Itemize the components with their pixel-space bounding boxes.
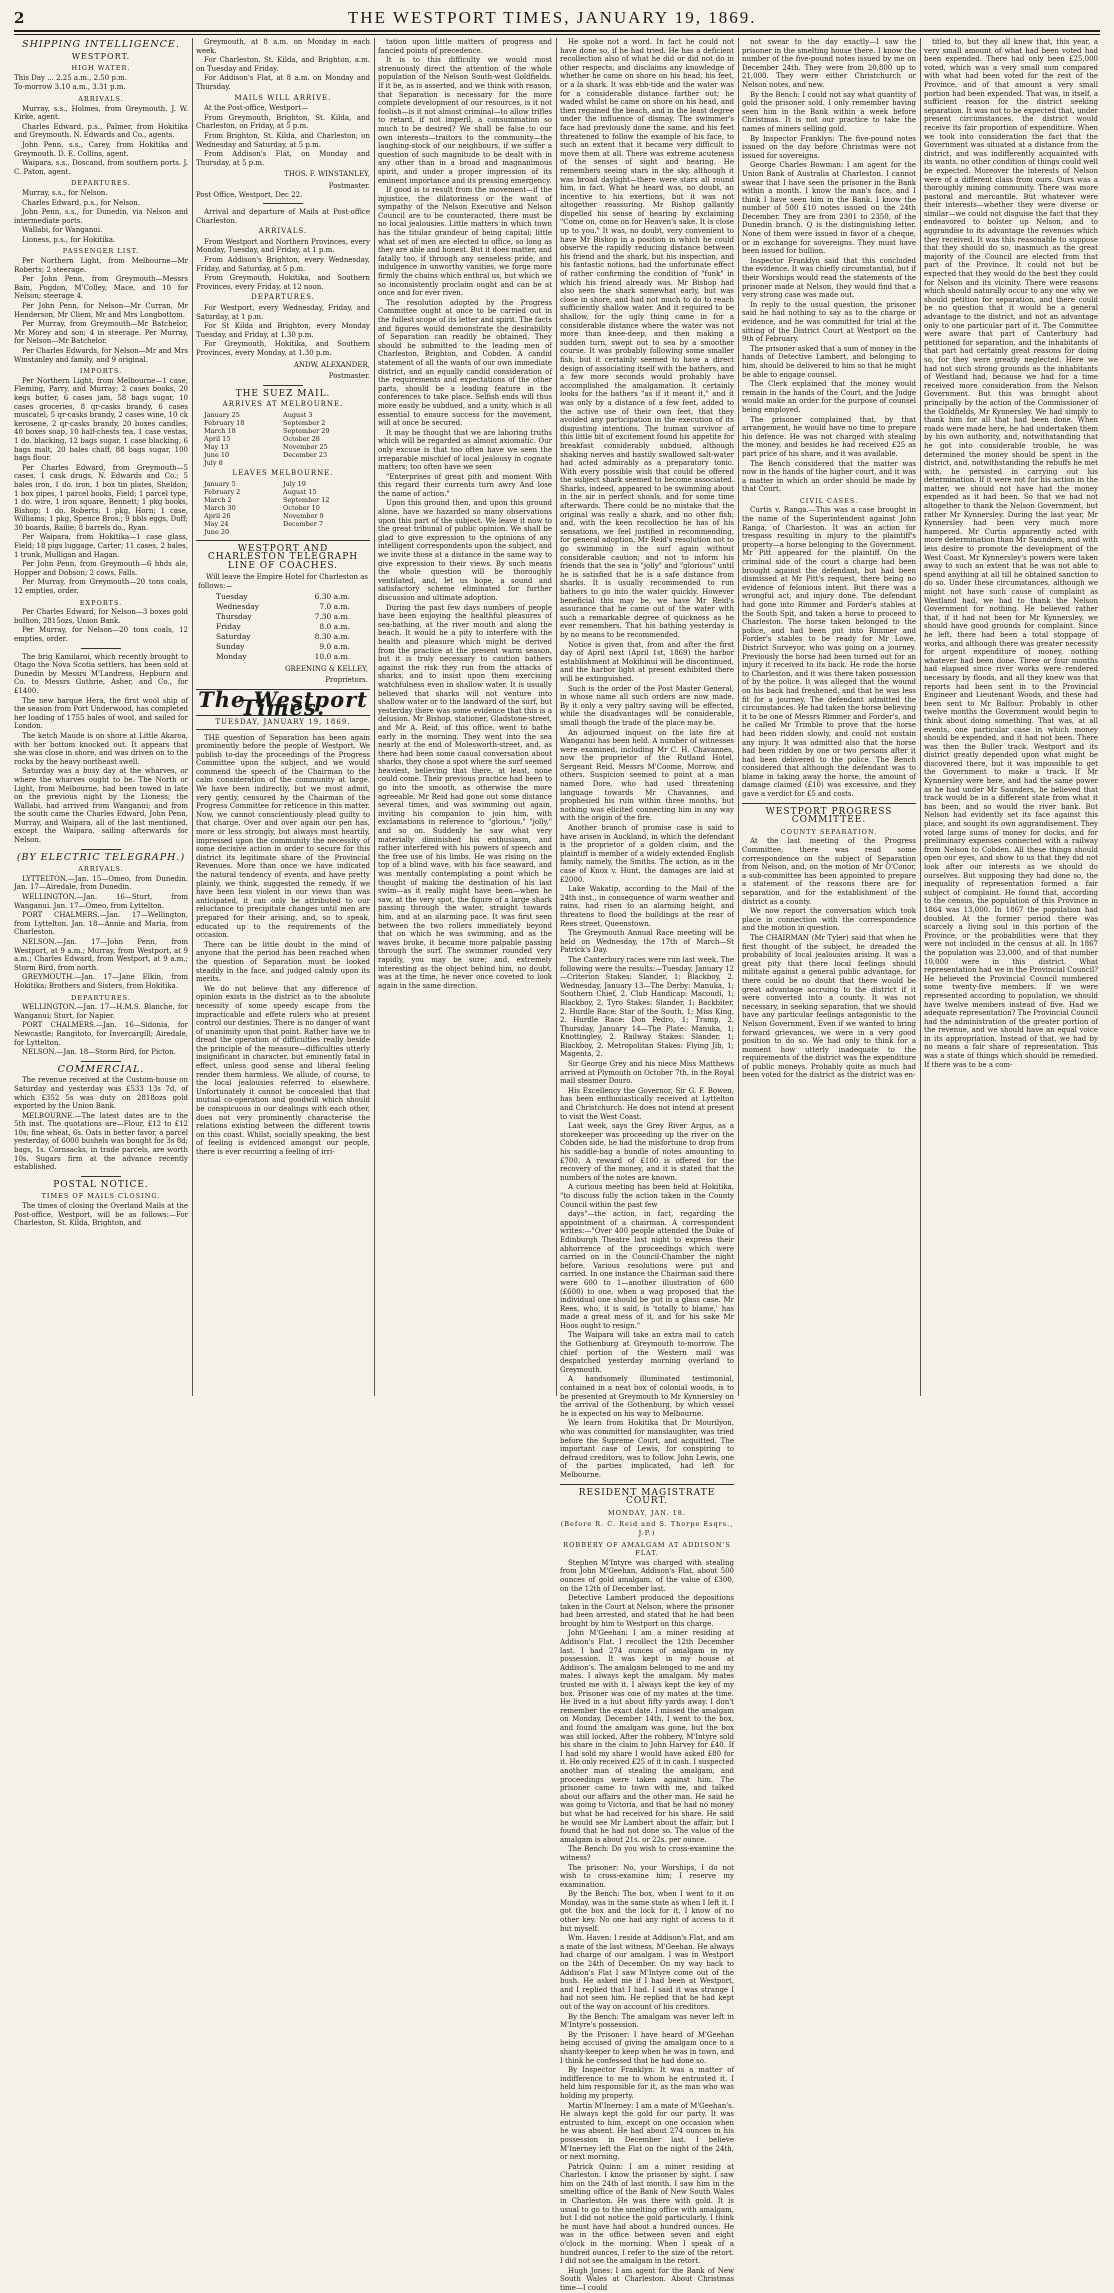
postmaster-2-name: ANDW. ALEXANDER, xyxy=(293,360,370,369)
timetable-day: Sunday xyxy=(216,641,245,651)
paragraph: Murray, s.s., Holmes, from Greymouth. J. W. Kirke, agent. xyxy=(14,104,188,122)
exports-heading: EXPORTS. xyxy=(79,598,123,607)
tel-arrivals-heading: ARRIVALS. xyxy=(78,865,124,874)
coach-timetable xyxy=(198,592,368,662)
paragraph: days"—the action, in fact, regarding the appointment of a chairman. A correspondent writes:—"Over 400 people attended the Duke of Edinburgh Theatre last night to express their abhorrence of the proceedings which were carried on in the Council-Chamber the night before. Various resolutions were put and carried. In one instance the Chairman said there were 600 to 1—another illustration of 600 (£600) to one, when a wag proposed that the individual one should be put in a glass case. Mr Rees, who, it is said, is 'totally to blame,' has made a great mess of it, and for his sake Mr Hoos ought to resign." xyxy=(560,1210,734,1330)
timetable-time: 7.0 a.m. xyxy=(319,601,350,611)
court-date: MONDAY, JAN. 18. xyxy=(608,1508,686,1517)
paragraph: During the past few days numbers of people have been enjoying the healthful pleasures of sea-bathing, at the river mouth and along the beach. It would be a pity to interfere with the health and pleasure which might be derived from the practice at the present warm season, but it is truly necessary to caution bathers against the risk they run from the attacks of sharks, and to insist upon them exercising watchfulness even in shallow water. It is usually believed that sharks will not venture into shallow water or to the landward of the surf, but yesterday there was some evidence that this is a delusion. Mr Bishop, stationer, Gladstone-street, and Mr A. Reid, of this office, went to bathe early in the morning. They went into the sea nearly at the end of Molesworth-street, and, as there had been some casual conversation about sharks, they chose a spot where the surf seemed heaviest, believing that there, at least, none could come. Their previous practice had been to go into the smooth, as otherwise the more agreeable. Mr Reid had gone out some distance several times, and was swimming out again, inviting his companion to join him, with exclamations in reference to "glorious," "jolly," and so on. Suddenly he saw what very materially diminished his enthusiasm, and rather interfered with his powers of speech and the free use of his limbs. He was rising on the top of a blind wave, with his face seaward, and was mentally contemplating a point which he thought of making the destination of his last swim—as it really might have been—when he saw, at the very spot, the figure of a large shark passing through the water, straight towards him, and at an alarming pace. It was first seen between the two rollers immediately beyond that on which he was swimming, and as the waves broke, it became more palpable passing through the surf. The swimmer rounded very rapidly, you may be sure; and, extremely interesting as the object behind him, no doubt, was at the time, he never once coveted to look again in the same direction. xyxy=(378,603,552,990)
divider xyxy=(560,1484,734,1485)
departures-heading: DEPARTURES. xyxy=(71,179,131,188)
paragraph: The prisoner complained that, by that arrangement, he would have no time to prepare his defence. He was not charged with stealing the money, and besides he had received £25 as part price of his share, and it was available. xyxy=(742,415,916,458)
paragraph: Last week, says the Grey River Argus, as a storekeeper was proceeding up the river on the Cobden side, he had the misfortune to drop from his saddle-bag a bundle of notes amounting to £700. A reward of £100 is offered for the recovery of the money, and it is stated that the numbers of the notes are known. xyxy=(560,1122,734,1182)
paragraph: The CHAIRMAN (Mr Tyler) said that when he first thought of the subject, he dreaded the probability of local jealousies arising. It was a great pity that there local feelings should militate against a general public advantage, for there could be no doubt that there would be great advantage accruing to the district if it were converted into a county. It was not necessary, in seeking separation, that we should have any particular feelings antagonistic to the Nelson Government. Even if we wanted to bring forward grievances, we were in a very good position to do so. We had only to think for a moment how utterly inadequate to the requirements of the district was the expenditure of public moneys. Probably quite as much had been voted for the district as the district was en- xyxy=(742,933,916,1080)
paragraph: It may be thought that we are laboring truths which will be regarded as almost axiomatic. Our only excuse is that too often have we seen the irreparable mischief of local jealousy in cognate matters; too often have we seen xyxy=(378,428,552,472)
tel-departures-heading: DEPARTURES. xyxy=(71,993,131,1002)
civil-text xyxy=(742,506,916,798)
divider xyxy=(81,1176,121,1177)
paragraph: The prisoner asked that a sum of money in the hands of Detective Lambert, and belonging to him, should be delivered to him so that he might be able to engage counsel. xyxy=(742,344,916,379)
paragraph: WELLINGTON.—Jan. 17—H.M.S. Blanche, for Wanganui; Sturt, for Napier. xyxy=(14,1003,188,1020)
page-columns xyxy=(14,38,1100,2292)
paragraph: MELBOURNE.—The latest dates are to the 5th inst. The quotations are—Flour, £12 to £12 10s; fine wheat, 6s. Oats in better favor, a parcel yesterday, of 6000 bushels was bought for 3s 8d; bags, 1s. Cornsacks, in trade parcels, are worth 10s. Sugars firm at the advance recently established. xyxy=(14,1111,188,1172)
timetable-time: 9.0 a.m. xyxy=(319,641,350,651)
mail-date: November 9 xyxy=(283,511,324,520)
timetable-row xyxy=(198,652,368,662)
paragraph: For Westport, every Wednesday, Friday, and Saturday, at 1 p.m. xyxy=(196,304,370,321)
mail-date: February 18 xyxy=(204,418,245,427)
masthead-rule xyxy=(14,34,1100,35)
divider xyxy=(263,203,303,204)
suez-heading: THE SUEZ MAIL. xyxy=(235,388,331,399)
suez-leaves-table xyxy=(196,480,370,536)
paragraph: This Day ... 2.25 a.m., 2.50 p.m. xyxy=(14,73,128,82)
court-text-cont xyxy=(742,38,916,494)
commercial-text xyxy=(14,1076,188,1172)
mail-date: November 25 xyxy=(283,442,328,451)
timetable-row xyxy=(198,612,368,622)
timetable-row xyxy=(198,632,368,642)
paragraph: Wm. Haven: I reside at Addison's Flat, and am a mate of the last witness, M'Geehan. He always had charge of our amalgam. I was in Westport on the 24th of December. On my way back to Addison's Flat I saw M'Intyre come out of the bush. He asked me if I had been at Westport, and I replied that I had. I said it was strange I had not seen him. He replied that he had kept out of the way on account of his creditors. xyxy=(560,1934,734,2011)
paragraph: From Addison's Brighton, every Wednesday, Friday, and Saturday, at 5 p.m. xyxy=(196,256,370,273)
mail-date: May 13 xyxy=(204,442,229,451)
timetable-row xyxy=(198,592,368,602)
paragraph: By the Bench: I could not say what quantity of gold the prisoner sold. I only remember having seen him in the Bank within a week before Christmas. It is not our practice to take the names of miners selling gold. xyxy=(742,90,916,133)
court-text xyxy=(560,1559,734,2293)
timetable-time: 8.0 a.m. xyxy=(319,621,350,631)
paragraph: Per John Penn, from Greymouth—6 hhds ale, Hopper and Dobson; 2 cows, Falls. xyxy=(14,560,188,577)
mail-date: September 2 xyxy=(283,418,326,427)
divider xyxy=(742,803,916,804)
imports-heading: IMPORTS. xyxy=(79,367,123,376)
mail-date: April 15 xyxy=(204,434,231,443)
paragraph: Per John Penn, from Greymouth—Messrs Bain, Pogdon, M'Colley, Mace, and 10 for Nelson; steerage 4. xyxy=(14,275,188,301)
paragraph: John Penn, s.s., for Dunedin, via Nelson and intermediate ports. xyxy=(14,208,188,225)
paragraph: From Brighton, St. Kilda, and Charleston, on Wednesday and Saturday, at 5 p.m. xyxy=(196,131,370,149)
passenger-heading: PASSENGER LIST. xyxy=(62,247,140,256)
tel-departures-list xyxy=(14,1003,188,1057)
paragraph: By Inspector Franklyn: The five-pound notes issued on the day before Christmas were not issued for sovereigns. xyxy=(742,134,916,160)
timetable-day: Wednesday xyxy=(216,601,259,611)
paragraph: A handsomely illuminated testimonial, contained in a neat box of colonial woods, is to be presented at Greymouth to Mr Kynnersley on the arrival of the Gothenburg, by which vessel he is expected on his way to Melbourne. xyxy=(560,1375,734,1418)
paragraph: PORT CHALMERS.—Jan. 17—Wellington, from Lyttelton. Jan. 18—Annie and Maria, from Charleston. xyxy=(14,911,188,937)
mail-date: July 19 xyxy=(283,479,306,488)
postmaster-1-title: Postmaster. xyxy=(328,181,370,190)
wpc-text xyxy=(742,837,916,1080)
arrivals-list xyxy=(14,105,188,177)
paragraph: Another branch of promise case is said to have arisen in Auckland, in which the defendant is the proprietor of a golden claim, and the plaintiff is member of a widely extended English family, namely, the Smiths. The action, as in the case of Knox v. Hunt, the damages are laid at £2000. xyxy=(560,824,734,884)
timetable-time: 10.0 a.m. xyxy=(314,651,350,661)
paragraph: Murray, s.s., for Nelson. xyxy=(22,188,108,197)
paragraph: The new barque Hera, the first wool ship of the season from Port Underwood, has completed her loading of 1755 bales of wool, and sailed for London. xyxy=(14,696,188,731)
imports-list xyxy=(14,377,188,596)
paragraph: Per Waipara, from Hokitika—1 case glass, Field; 18 pigs luggage, Carter; 11 cases, 2 bales, 1 trunk, Mulligan and Hagan. xyxy=(14,533,188,559)
paragraph: John Penn, s.s., Carey, from Hokitika and Greymouth. D. E. Collins, agent. xyxy=(14,140,188,158)
paragraph: Charles Edward, p.s., Palmer, from Hokitika and Greymouth. N. Edwards and Co., agents. xyxy=(14,122,188,140)
paragraph: From Westport and Northern Provinces, every Monday, Tuesday, and Friday, at 1 p.m. xyxy=(196,237,370,255)
tel-arrivals-list xyxy=(14,875,188,991)
paragraph: By the Prisoner: I have heard of M'Geehan being accused of giving the amalgam once to a shanty-keeper to keep when he was in town, and I think he confessed that he had done so. xyxy=(560,2030,734,2065)
paragraph: Saturday was a busy day at the wharves, or where the wharves ought to be. The North or Light, from Melbourne, had been towed in late on the previous night by the Lioness; the Wallabi, had arrived from Wanganui; and from the south came the Charles Edward, John Penn, Murray, and Waipara, all of the last mentioned, except the Waipara, sailing afterwards for Nelson. xyxy=(14,767,188,845)
exports-list xyxy=(14,608,188,643)
mail-date: December 7 xyxy=(283,519,324,528)
masthead xyxy=(14,6,1100,32)
coach-advert xyxy=(196,540,370,690)
timetable-day: Thursday xyxy=(216,611,252,621)
mail-date: February 2 xyxy=(204,487,241,496)
timetable-day: Monday xyxy=(216,651,247,661)
editorial-dateline: TUESDAY, JANUARY 19, 1869. xyxy=(196,715,370,730)
paragraph: An adjourned inquest on the late fire at Wanganui has been held. A number of witnesses were examined, including Mr C. H. Chavannes, now the proprietor of the Rutland Hotel, Sergeant Reid, Messrs M'Coome, Morrow, and others. Suspicion seemed to point at a man named Dore, who had used threatening language towards Mr Chavannes, and prophesied his ruin within three months, but nothing was elicited connecting him in any way with the origin of the fire. xyxy=(560,728,734,823)
mail-date: June 20 xyxy=(204,527,230,536)
paragraph: It is to this difficulty we would most strenuously direct the attention of the whole population of the Nelson South-west Goldfields. If it be, as is asserted, and we think with reason, that Separation is necessary for the more complete development of our resources, is it not foolish—is it not almost criminal—to allow trifles to retard, if not imperil, a consummation so much to be desired? We shall be false to our own interests—traitors to the community—the laughing-stock of our neighbours, if we suffer a question of such magnitude to be dealt with in any other than in a broad and magnanimous spirit, and under a proper impression of its eminent importance and its pressing emergency. xyxy=(378,56,552,185)
mail-date: October 28 xyxy=(283,434,320,443)
paragraph: From Greymouth, Hokitika, and Southern Provinces, every Friday, at 12 noon. xyxy=(196,274,370,291)
paragraph: Curtis v. Ranga.—This was a case brought in the name of the Superintendent against John Ranga, of Charleston. It was an action for trespass resulting in injury to the plaintiff's property—a horse belonging to the Government. Mr Pitt appeared for the plaintiff. On the criminal side of the court a charge had been brought against the defendant, but had been dismissed at Mr Pitt's request, there being no evidence of felonious intent. But there was a wrongful act, and injury done. The defendant had gone into Rimmer and Forder's stables at the South Spit, and taken a horse to proceed to Charleston. The horse taken belonged to the police, and had been put into Rimmer and Forder's stables to be ready for Mr Lowe, District Surveyor, who was going on a journey. Previously the horse had been turned out for an injury it received to its back. He rode the horse to Charleston, and it was there taken possession of by the police. It was alleged that the wound on his back had freshened, and that he was less fit for a journey. The defendant admitted the circumstances. He had taken the horse believing it to be one of Messrs Rimmer and Forder's, and he called Mr Trimble to prove that the horse had been ridden slowly, and could not sustain any injury. It was admitted also that the horse had been ridden by one or two persons after it had been delivered to the police. The Bench considered that although the defendant was to blame in taking away the horse, the amount of damage claimed (£10) was excessive, and they gave a verdict for £5 and costs. xyxy=(742,506,916,799)
paragraph: We do not believe that any difference of opinion exists in the district as to the absolute necessity of some speedy escape from the impracticable and effete rulers who at present control our destinies. There is no danger of want of unanimity upon that point. Rather have we to dread the operation of difficulties really beside the principle of the measure—difficulties utterly insignificant in character, but eminently fatal in effect, unless good sense and liberal feeling render them harmless. We allude, of course, to the local jealousies referred to elsewhere. Unfortunately it cannot be concealed that that mutual co-operation and goodwill which should be conspicuous in our dealings with each other, does not very prominently characterise the relations existing between the different towns on this coast. Whilst, socially speaking, the best of feeling is evidenced amongst our people, there is ever recurring a feeling of irri- xyxy=(196,984,370,1156)
page-number: 2 xyxy=(14,9,25,27)
paragraph: tation upon little matters of progress and fancied points of precedence. xyxy=(378,38,552,55)
mail-times-cont xyxy=(196,38,370,92)
paragraph: Per Murray, from Greymouth—20 tons coals, 12 empties, order. xyxy=(14,578,188,596)
column-2 xyxy=(196,38,370,1396)
coach-heading: WESTPORT AND CHARLESTON TELEGRAPH LINE OF COACHES. xyxy=(207,543,359,571)
column-5 xyxy=(742,38,916,1396)
court-case-heading: ROBBERY OF AMALGAM AT ADDISON'S FLAT. xyxy=(563,1540,731,1558)
mails-arrive-list xyxy=(196,104,370,167)
paragraph: Greymouth, at 8 a.m. on Monday in each week. xyxy=(196,38,370,55)
wpc-sub-heading: COUNTY SEPARATION. xyxy=(780,827,878,836)
postal-heading: POSTAL NOTICE. xyxy=(53,1179,149,1190)
charleston-dep-heading: DEPARTURES. xyxy=(251,293,315,302)
mail-date: March 30 xyxy=(204,503,236,512)
high-water-heading: HIGH WATER. xyxy=(71,64,131,73)
paragraph: By the Bench: The amalgam was never left in M'Intyre's possession. xyxy=(560,2012,734,2030)
paragraph: Patrick Quinn: I am a miner residing at Charleston. I know the prisoner by sight. I saw him on the 24th of last month. I saw him in the smelting office of the Bank of New South Wales in Charleston. He was there with gold. It is usual to go to the smelting office with amalgam, but I did not notice the gold particularly. I think he must have had about a hundred ounces. He was in the office between seven and eight o'clock in the morning. When I speak of a hundred ounces, I refer to the size of the retort. I did not see the amalgam in the retort. xyxy=(560,2162,734,2266)
paragraph: The prisoner: No, your Worships, I do not wish to cross-examine him; I reserve my examination. xyxy=(560,1863,734,1889)
paragraph: Inspector Franklyn said that this concluded the evidence. It was chiefly circumstantial, but if their Worships would read the statements of the prisoner made at Nelson, they would find that a very strong case was made out. xyxy=(742,256,916,300)
arrivals-heading: ARRIVALS. xyxy=(78,94,124,103)
timetable-row xyxy=(198,602,368,612)
paragraph: The Bench considered that the matter was now in the hands of the higher court, and it was a matter in which an order should be made by that Court. xyxy=(742,459,916,494)
mail-date: January 25 xyxy=(204,410,240,419)
suez-arrives-heading: ARRIVES AT MELBOURNE. xyxy=(222,400,344,409)
divider xyxy=(81,1061,121,1062)
paragraph: Per Charles Edward, from Greymouth—5 cases, 1 cask drugs, N. Edwards and Co.; 5 bales iron, 1 do. iron, 1 box tin plates, Sheldon; 1 box pipes, 1 parcel books, Field; 1 parcel type, 1 do. wire, 1 iron square, Bennett; 1 pkg books, Bishop; 1 do. Roberts; 1 pkg, Horn; 1 case, Williams; 1 pkg, Spence Bros.; 9 bbls eggs, Duff; 30 boards, Bailie; 8 barrels do., Ryan. xyxy=(14,463,188,532)
editorial-cont xyxy=(378,38,552,990)
charleston-dep xyxy=(196,304,370,358)
suez-arrives-table xyxy=(196,411,370,467)
divider xyxy=(81,648,121,649)
paragraph: John M'Geehan: I am a miner residing at Addison's Flat. I recollect the 12th December last. I had 274 ounces of amalgam in my possession. It was kept in my house at Addison's. The amalgam belonged to me and my mates. I always kept the amalgam. My mates trusted me with it. I always kept the key of my box. Prisoner was one of my mates at the time. He lived in a hut about fifty yards away. I don't remember the exact date. I missed the amalgam on Monday, December 14th. I went to the box, and found the amalgam was gone, but the box was still locked. After the robbery, M'Intyre sold his share in the claim to John Harvey for £40. If I had sold my share I would have asked £80 for it. He only received £25 of it in cash. I suspected another man of stealing the amalgam, and proceedings were taken against him. The prisoner came to town with me, and talked about our affairs and the other man. He said he was going to Victoria, and that he had no money but what he had received for his share. He said he would see Mr Lambert about the affair, but I found that he had not done so. The value of the amalgam is about 21s. or 22s. per ounce. xyxy=(560,1629,734,1844)
divider xyxy=(81,849,121,850)
column-rule xyxy=(738,38,739,1396)
court-heading: RESIDENT MAGISTRATE COURT. xyxy=(578,1487,716,1507)
paragraph: For Greymouth, Hokitika, and Southern Provinces, every Monday, at 1.30 p.m. xyxy=(196,340,370,357)
mail-date: March 2 xyxy=(204,495,232,504)
column-rule xyxy=(920,38,921,1396)
paragraph: Detective Lambert produced the depositions taken in the Court at Nelson, where the prisoner had been arrested, and stated that he had been brought by him to Westport on this charge. xyxy=(560,1594,734,1628)
paragraph: The Greymouth Annual Race meeting will be held on Wednesday, the 17th of March—St Patrick's Day. xyxy=(560,929,734,955)
paragraph: Wallabi, for Wanganui. xyxy=(22,226,103,235)
column-4 xyxy=(560,38,734,2292)
paragraph: The resolution adopted by the Progress Committee ought at once to be carried out in the fullest scope of its letter and spirit. The facts and figures would demonstrate the desirability of Separation can readily be obtained. They should be submitted to the leading men of Charleston, Brighton, and Cobden. A candid statement of all the wants of our own immediate district, and an equally candid consideration of the requirements and expectations of the other parts, should be a leading feature in the conferences to take place. Selfish ends will thus more easily be subdued, and a unity, which is all essential to ensure success for the movement, will at once be secured. xyxy=(378,298,552,428)
mail-date: December 23 xyxy=(283,450,328,459)
paragraph: For Addison's Flat, at 8 a.m. on Monday and Thursday. xyxy=(196,74,370,91)
paragraph: In reply to the usual question, the prisoner said he had nothing to say as to the charge or evidence, and he was committed for trial at the sitting of the District Court at Westport on the 9th of February. xyxy=(742,300,916,344)
paragraph: The ketch Maude is on shore at Little Akaroa, with her bottom knocked out. It appears that she was close in shore, and was driven on to the rocks by the heavy northeast swell. xyxy=(14,731,188,766)
paragraph: NELSON.—Jan. 18—Storm Bird, for Picton. xyxy=(22,1048,176,1057)
postmaster-2-title: Postmaster. xyxy=(328,372,370,381)
mail-date: January 5 xyxy=(204,479,236,488)
port-heading: WESTPORT. xyxy=(71,51,131,61)
paragraph: Per Charles Edward, for Nelson—3 boxes gold bullion, 2815ozs, Union Bank. xyxy=(14,608,188,625)
paragraph: Waipara, s.s., Doscand, from southern ports. J. C. Paton, agent. xyxy=(14,159,188,176)
paragraph: WELLINGTON.—Jan. 16—Sturt, from Wanganui. Jan. 17—Omeo, from Lyttelton. xyxy=(14,893,188,910)
mail-date: May 24 xyxy=(204,519,229,528)
mail-date xyxy=(283,528,362,536)
paragraph: The Bench: Do you wish to cross-examine the witness? xyxy=(560,1845,734,1862)
wpc-text-cont xyxy=(924,38,1098,1069)
paragraph: By Inspector Franklyn: It was a matter of indifference to me to whom he entrusted it. I held him responsible for it, as the man who was holding my property. xyxy=(560,2066,734,2100)
timetable-time: 6.30 a.m. xyxy=(314,591,350,601)
paragraph: From Addison's Flat, on Monday and Thursday, at 5 p.m. xyxy=(196,150,370,167)
column-6 xyxy=(924,38,1098,1396)
paragraph: Hugh Jones: I am agent for the Bank of New South Wales at Charleston. About Christmas time—I could xyxy=(560,2266,734,2292)
paragraph: Lake Wakatip, according to the Mail of the 24th inst., in consequence of warm weather and rains, had risen to an alarming height, and threatens to flood the buildings at the rear of Rees street, Queenstown. xyxy=(560,885,734,928)
paragraph: Notice is given that, from and after the first day of April next (April 1st, 1869) the harbor establishment at Mokihinui will be discontinued, and the harbor light at present exhibited there will be extinguished. xyxy=(560,640,734,683)
mail-date: August 3 xyxy=(283,410,313,419)
paragraph: From Greymouth, Brighton, St. Kilda, and Charleston, on Friday, at 5 p.m. xyxy=(196,113,370,131)
charleston-arrivals-heading: ARRIVALS. xyxy=(258,227,308,236)
paragraph: Per Northern Light, from Melbourne—Mr Roberts; 2 steerage. xyxy=(14,257,188,274)
editorial-text xyxy=(196,734,370,1157)
postmaster-1-name: THOS. F. WINSTANLEY, xyxy=(284,170,370,179)
court-bench: (Before R. C. Reid and S. Thorpe Esqrs., J.P.) xyxy=(560,1520,734,1537)
paragraph: LYTTELTON.—Jan. 15—Omeo, from Dunedin. Jan. 17—Airedale, from Dunedin. xyxy=(14,874,188,892)
mail-date: April 26 xyxy=(204,511,231,520)
departures-list xyxy=(14,189,188,245)
news-items xyxy=(560,38,734,1209)
charleston-arrivals xyxy=(196,238,370,292)
paragraph: For St Kilda and Brighton, every Monday Tuesday, and Friday, at 1.30 p.m. xyxy=(196,322,370,339)
paragraph: not swear to the day exactly—I saw the prisoner in the smelting house there. I know the number of the five-pound notes issued by me on December 24th. They were from 20,800 up to 21,000. They were either Christchurch or Nelson notes, and new. xyxy=(742,38,916,89)
paragraph: Stephen M'Intyre was charged with stealing from John M'Geehan, Addison's Flat, about 500 ounces of gold amalgam, of the value of £300, on the 12th of December last. xyxy=(560,1558,734,1593)
mail-date: July 8 xyxy=(204,458,223,467)
column-3 xyxy=(378,38,552,1396)
paragraph: We learn from Hokitika that Dr Mourilyon, who was committed for manslaughter, was tried before the Supreme Court, and acquitted. The important case of Lewis, for conspiring to defraud creditors, was to follow. John Lewis, one of the parties implicated, had left for Melbourne. xyxy=(560,1419,734,1479)
paragraph: Per Murray, for Nelson—20 tons coals, 12 empties, order. xyxy=(14,626,188,643)
timetable-time: 7.30 a.m. xyxy=(314,611,350,621)
mail-date: August 15 xyxy=(283,487,317,496)
paragraph: Martin M'Inerney: I am a mate of M'Geehan's. He always kept the gold for our party. It was entrusted to him, except on one occasion when he was absent. He had about 274 ounces in his possession in December last. I believe M'Inerney left the Flat on the night of the 24th, or next morning. xyxy=(560,2101,734,2162)
arrival-dep-note: Arrival and departure of Mails at Post-office Charleston. xyxy=(196,208,370,225)
commercial-heading: COMMERCIAL. xyxy=(57,1063,145,1075)
mail-date: September 29 xyxy=(283,426,330,435)
column-rule xyxy=(192,38,193,1396)
postal-text: The times of closing the Overland Mails at the Post-office, Westport, will be as follows:—For Charleston, St. Kilda, Brighton, and xyxy=(14,1202,188,1228)
paragraph: There can be little doubt in the mind of anyone that the period has been reached when the question of Separation must be looked steadily in the face, and judged calmly upon its merits. xyxy=(196,940,370,984)
paragraph: The Waipara will take an extra mail to catch the Gothenburg at Greymouth to-morrow. The chief portion of the Western mail was despatched yesterday morning overland to Greymouth. xyxy=(560,1331,734,1374)
passenger-list xyxy=(14,257,188,364)
suez-leaves-heading: LEAVES MELBOURNE. xyxy=(232,468,334,477)
coach-proprietors: GREENING & KELLEY, xyxy=(284,664,368,673)
mail-date: June 10 xyxy=(204,450,230,459)
paragraph: The revenue received at the Custom-house on Saturday and yesterday was £533 13s 7d, of which £352 5s was duty on 2818ozs gold exported by the Union Bank. xyxy=(14,1076,188,1111)
coach-proprietors-title: Proprietors. xyxy=(325,676,368,685)
paragraph: At the last meeting of the Progress Committee, there was read some correspondence on the subject of Separation from Nelson, and, on the motion of Mr O'Conor, a sub-committee has been appointed to prepare a statement of the reasons there are for separation, and for the establishment of the district as a county. xyxy=(742,837,916,906)
timetable-row xyxy=(198,642,368,652)
paragraph: Per Northern Light, from Melbourne—1 case, Fleming, Parry, and Murray; 2 cases books, 20 kegs butter, 6 cases jam, 58 bags sugar, 10 cases groceries, 8 qr-casks brandy, 6 cases muscatel, 5 qr-casks brandy, 2 cases wine, 10 ck kerosene, 2 qr-casks brandy, 20 boxes candles, 40 boxes soap, 10 half-chests tea, 1 case vestas, 1 do. blacking, 12 bags sugar, 1 case blacking, 6 bags malt, 20 bales chaff, 88 bags sugar, 100 bags flour. xyxy=(14,376,188,463)
mail-date: September 12 xyxy=(283,495,330,504)
news-items-2 xyxy=(560,1210,734,1479)
postal-sub-heading: TIMES OF MAILS CLOSING. xyxy=(41,1192,161,1201)
paragraph: Such is the order of the Post Master General, in whose name all such orders are now made. By it only a very paltry saving will be effected, while the disadvantages will be considerable, small though the trade of the place may be. xyxy=(560,684,734,727)
timetable-day: Friday xyxy=(216,621,241,631)
paragraph: He spoke not a word. In fact he could not have done so, if he had tried. He has a deficient recollection also of what he did or did not do in other respects, and disclaims any knowledge of whether he came on shore on his head, his feet, or a la shark. It was ebb-tide and the water was for a considerable distance farther out; he waded whilst he came on shore on his head, and then regained the beach, and in the least degree under the influence of dismay. The swimmer's face had previously done the same, and his feet threatened to follow the example of his face, to such an extent that it became very difficult to move them at all. There was extreme acuteness of the senses of sight and hearing. He remembers seeing stars in the sky, although it was broad daylight—there were stars all round him, in fact. What he heard was, no doubt, an incentive to his exertions, but it was not altogether reassuring. Mr Bishop gallantly dispelled his sense of hearing by exclaiming "Come on, come on for Heaven's sake. It is close up to you." It was, no doubt, very convenient to have Mr Bishop in a position in which he could observe the rapidly reducing distance between his friend and the shark, but his inspection, and his fantastic notions, had the unfortunate effect of rather confirming the condition of "funk" in which his friend already was. Mr Bishop had also seen the shark somewhat early, but was close in shore, and had not much to do to reach sufficiently shallow water. And it required to be shallow, for the ugly thing came in for a considerable distance where the water was not more than knee-deep, and then making a sudden turn, swept out to sea by a smoother course. It was probably following some smaller fish, but it certainly seemed to have a direct design of associating itself with the bathers, and a few more seconds would probably have accomplished the amalgamation. It certainly looks for the bathers "as if it meant it," and it was only by a distance of a few feet, added to the active use of their own feet, that they avoided any participation in the execution of its disgusting intentions. The human survivor of this little bit of excitement found his appetite for breakfast considerably subdued, although shaking nerves and hastily swallowed salt-water had acted admirably as a preparatory tonic. With every possible wish that could be offered the subject shark seemed to become associated. Sharks, indeed, appeared to be swimming about in the air in perfect shoals, and for some time afterwards. There could be no mistake that the original was really a shark, and no other fish; and, with the keen recollection he has of his sensations, we feel justified in recommending, for general adoption, Mr Reid's resolution not to go swimming in the surf again without considerable caution; and not to inform his friends that the sea is "jolly" and "glorious" until he is satisfied that he is a safe distance from sharks. It is usually recommended to run bathers to go into the water quickly. However beneficial this may be, we have Mr Reid's assurance that he came out of the water with such a remarkable degree of quickness as he ever remembers. That his bathing yesterday is by no means to be recommended. xyxy=(560,38,734,639)
shipping-heading: SHIPPING INTELLIGENCE. xyxy=(22,39,180,50)
column-1 xyxy=(14,38,188,1396)
paragraph: We now report the conversation which took place in connection with the correspondence and the motion in question. xyxy=(742,907,916,933)
column-rule xyxy=(556,38,557,1396)
mails-arrive-heading: MAILS WILL ARRIVE. xyxy=(234,93,332,102)
divider xyxy=(263,385,303,386)
paragraph: Upon this ground then, and upon this ground alone, have we hazarded so many observations upon this part of the subject. We leave it now to the great tribunal of public opinion. We shall be glad to give expression to the opinions of any intelligent correspondents upon the subject, and we invite those at a distance in the same way to give expression to their views. By such means the whole question will be thoroughly ventilated, and, let us hope, a sound and satisfactory scheme eliminated for further discussion and ultimate adoption. xyxy=(378,499,552,602)
shipping-notes xyxy=(14,653,188,845)
high-water-list xyxy=(14,74,188,92)
paragraph: GREYMOUTH.—Jan. 17—Jane Elkin, from Hokitika; Brothers and Sisters, from Hokitika. xyxy=(14,973,188,990)
paragraph: Lioness, p.s., for Hokitika. xyxy=(22,235,116,244)
paragraph: Per Murray, from Greymouth—Mr Batchelor, Mr Morey and son; 4 in steerage. Per Murray, for Nelson—Mr Batchelor. xyxy=(14,320,188,346)
paragraph: A curious meeting has been held at Hokitika, "to discuss fully the action taken in the County Council within the past few xyxy=(560,1183,734,1209)
paragraph: Per John Penn, for Nelson—Mr Curran, Mr Henderson, Mr Cliem, Mr and Mrs Longbottom. xyxy=(14,302,188,319)
paragraph: Sir George Grey and his niece Miss Matthews arrived at Plymouth on October 7th, in the Royal mail steamer Douro. xyxy=(560,1060,734,1086)
paragraph: The Clerk explained that the money would remain in the hands of the Court, and the Judge would make an order for the purpose of counsel being employed. xyxy=(742,380,916,414)
paragraph: His Excellency the Governor, Sir G. F. Bowen, has been enthusiastically received at Lyttelton and Christchurch. He does not intend at present to visit the West Coast. xyxy=(560,1086,734,1121)
paragraph: The Canterbury races were run last week. The following were the results:—Tuesday, January 12—Criterion Stakes: Slander, 1; Blackboy, 2. Wednesday, January 13—The Derby: Manuka, 1; Southern Chief, 2. Club Handicap: Macoudi, 1; Blackboy, 2. Tyro Stakes: Slander, 1; Backbiter, 2. Hurdle Race: Star of the South, 1; Miss King, 2. Hurdle Race: Don Pedro, 1; Tramp, 2. Thursday, January 14—The Plate: Manuka, 1; Knottingley, 2. Railway Stakes: Slander, 1; Blackboy, 2. Metropolitan Stakes: Flying Jib, 1; Magenta, 2. xyxy=(560,955,734,1059)
paragraph: "Enterprises of great pith and moment With this regard their currents turn awry And lose the name of action." xyxy=(378,472,552,498)
paragraph: THE question of Separation has been again prominently before the people of Westport. We publish to-day the proceedings of the Progress Committee upon the subject, and we would commend the speech of the Chairman to the calm consideration of the community at large. We have been indirectly, but we must admit, very gently, censured by the Chairman of the Progress Committee for reticence in this matter. Now, we cannot conscientiously plead guilty to that charge. Over and over again our pen has, more or less strongly, but always most heartily, impressed upon the community the necessity of some decisive action in order to secure for this district its legitimate share of the Provincial Revenues. More than once we have indicated the natural tendency of events, and have pretty plainly, we think, suggested the remedy. If we have been less violent in our views than was anticipated, it can only be attributed to our reluctance to precipitate changes until men are prepared for their arising, and, so to speak, educated up to the requirements of the occasion. xyxy=(196,733,370,940)
postmaster-1-place: Post Office, Westport, Dec 22. xyxy=(196,190,303,199)
paragraph: titled to, but they all knew that, this year, a very small amount of what had been voted had been expended. There had only been £25,000 voted, which was a very small sum compared with what had been voted for the rest of the Province, and of that amount a very small portion had been expended. That was, in itself, a sufficient reason for the district seeking separation. It was not to be expected that, under present circumstances, the district would receive its fair proportion of expenditure. When we took into consideration the fact that the Government was situated at a distance from the district, and was indifferently acquainted with its wants, no other condition of things could well be expected. Moreover the interests of Nelson were of a different class from ours. Ours was a thoroughly mining community. There was more pastoral and mercantile. But whatever were their interests—whether they were diverse or similar—we could not disguise the fact that they endeavored to bolster up Nelson, and to aggrandise to its advantage the revenues which they received. It was this reasonable to suppose that they should do so, inasmuch as the great majority of the Council are elected from that part of the Province. It could not but be expected that they would do the best they could for Nelson and its vicinity. There were reasons which should naturally occur to any one why we should petition for separation, and there could be no question that it would be a general advantage to the district, and not an advantage only to one particular part of it. The Committee were aware that part of Canterbury had petitioned for separation, and the inhabitants of that part had certainly great reasons for doing so, for they were greatly neglected. Here we had not such strong grounds as the inhabitants of Westland had, because we had for a time received more consideration from the Nelson Government. But this was brought about principally by the action of the Commissioner of the Goldfields, Mr Kynnersley. We had simply to thank him for all that had been done. When roads were made here, he had undertaken them by his own authority, and, notwithstanding that he got into considerable trouble, he was determined the money should be spent in the district, and, notwithstanding the rebuffs he met with, he persisted in carrying out his determination. If it were not for his action in the matter, we should not have had the money expended as it had been. So that we had not altogether to thank the Nelson Government, but rather Mr Kynnersley. During the last year, Mr Kynnersley had been very much more hampered. Mr Curtis apparently acted with more determination than Mr Saunders, and with less desire to promote the development of the West Coast. Mr Kynnersley's powers were taken away to such an extent that he was not able to spend anything at all till he obtained sanction to do so. Under these circumstances, although we might not have such cause of complaint as Westland had, we had to thank the Nelson Government for nothing. He believed rather that, if it had not been for Mr Kynnersley, we should have good grounds for complaint. Since he left, there had been a total stoppage of works, and although there was greater necessity for urgent expenditure of money, nothing whatever had been done. Three or four months had elapsed since river works were rendered necessary by floods, and all they knew was that reports had been sent in to the Provincial Engineer and Lieutenant Woods, and these had been sent to Mr Balfour. Probably in other twelve months the Government would begin to think about doing something. That was, at all events, one particular case in which money should be expended, and it had not been. There was then the Buller track. Westport and its district greatly depended upon what might be discovered there, but it was impossible to get the Government to make a track. If Mr Kynnersley were here, and had the same power as he had under Mr Saunders, he believed that track would be in a different state from what it has been, and so would the river bank. But Nelson had evidently set its face against this place, and sought its own aggrandisement. They voted large sums of money for docks, and for preliminary expenses connected with a railway from Nelson to Cobden. All these things should open our eyes, and show to us that they did not look after our interests as we should do ourselves. But supposing they had done so, the inequality of representation formed a fair subject of complaint. He found that, according to the census, the population of this Province in 1864 was 13,000. In 1867 the population had doubled. At the former period there was scarcely a living soul in this portion of the Province, or the probabilities were that they were not included in the census at all. In 1867 the population was 23,000, and of that number 10,000 were in this district. What representation had we in the Provincial Council? He believed the Provincial Council numbered some twenty-five members. If we were represented according to population, we should have twelve members instead of five. Had we adequate representation? The Provincial Council had the administration of the greater portion of the revenue, and we should have an equal voice in its appropriation. Instead of that, we had by no means a fair share of representation. This was a state of things which should be remedied. If there was to be a com- xyxy=(924,38,1098,1069)
paragraph: PORT CHALMERS.—Jan. 16—Sidonia, for Newcastle; Rangitoto, for Invercargill; Airedale, for Lyttelton. xyxy=(14,1021,188,1047)
coach-intro: Will leave the Empire Hotel for Charleston as follows:— xyxy=(198,573,368,590)
mail-date: October 10 xyxy=(283,503,320,512)
paragraph: The brig Kamilaroi, which recently brought to Otago the Nova Scotia settlers, has been sold at Dunedin by Messrs M'Landress, Hepburn and Co. to Messrs Guthrie, Asher, and Co., for £1400. xyxy=(14,652,188,695)
column-rule xyxy=(374,38,375,1396)
timetable-day: Tuesday xyxy=(216,591,248,601)
timetable-time: 8.30 a.m. xyxy=(314,631,350,641)
timetable-day: Saturday xyxy=(216,631,251,641)
timetable-row xyxy=(198,622,368,632)
paragraph: At the Post-office, Westport— xyxy=(204,104,309,113)
mail-date: March 18 xyxy=(204,426,236,435)
wpc-heading: WESTPORT PROGRESS COMMITTEE. xyxy=(765,806,893,826)
paragraph: For Charleston, St. Kilda, and Brighton, a.m. on Tuesday and Friday. xyxy=(196,56,370,73)
paragraph: Charles Edward, p.s., for Nelson. xyxy=(22,198,141,207)
paragraph: Per Charles Edwards, for Nelson—Mr and Mrs Winstanley and family, and 9 original. xyxy=(14,347,188,364)
paragraph: By the Bench: The box, when I went to it on Monday, was in the same state as when I left it. I got the box and the lock for it. I know of no other key. No one had any right of access to it but myself. xyxy=(560,1890,734,1933)
mail-date xyxy=(283,459,362,467)
newspaper-title: THE WESTPORT TIMES, JANUARY 19, 1869. xyxy=(347,8,757,27)
paragraph: George Charles Bowman: I am agent for the Union Bank of Australia at Charleston. I cannot swear that I have seen the prisoner in the Bank within a month. I know the man's face, and I think I have seen him in the Bank. I know the number of 500 £10 notes issued on the 24th December. They are from 2301 to 2350, of the Dunedin branch. Q is the distinguishing letter. None of them were issued in favor of a cheque, or in exchange for sovereigns. They must have been issued for bullion. xyxy=(742,161,916,256)
paragraph: To-morrow 3.10 a.m., 3.31 p.m. xyxy=(14,83,126,92)
newspaper-flag: The Westport Times. xyxy=(198,686,368,721)
telegraph-heading: (BY ELECTRIC TELEGRAPH.) xyxy=(16,851,186,863)
civil-heading: CIVIL CASES. xyxy=(799,496,859,505)
paragraph: NELSON.—Jan. 17—John Penn, from Westport, at 9 a.m.; Murray, from Westport, at 9 a.m.; Charles Edward, from Westport, at 9 a.m.; Storm Bird, from north. xyxy=(14,938,188,972)
paragraph: If good is to result from the movement—if the injustice, the dilatoriness or the want of sympathy of the Nelson Executive and Nelson Council are to be counteracted, there must be no local jealousies. Little matters in which town has the titular grandeur of being capital; little what set of men are elected to office, so long as they are able and honest. But it does matter, and fatally too, if through any senseless pride, and indulgence in unworthy vanities, we forge more firmly the chains which enthral us, but which we so inconsistently proclaim ought and can be at once and for ever riven. xyxy=(378,186,552,298)
